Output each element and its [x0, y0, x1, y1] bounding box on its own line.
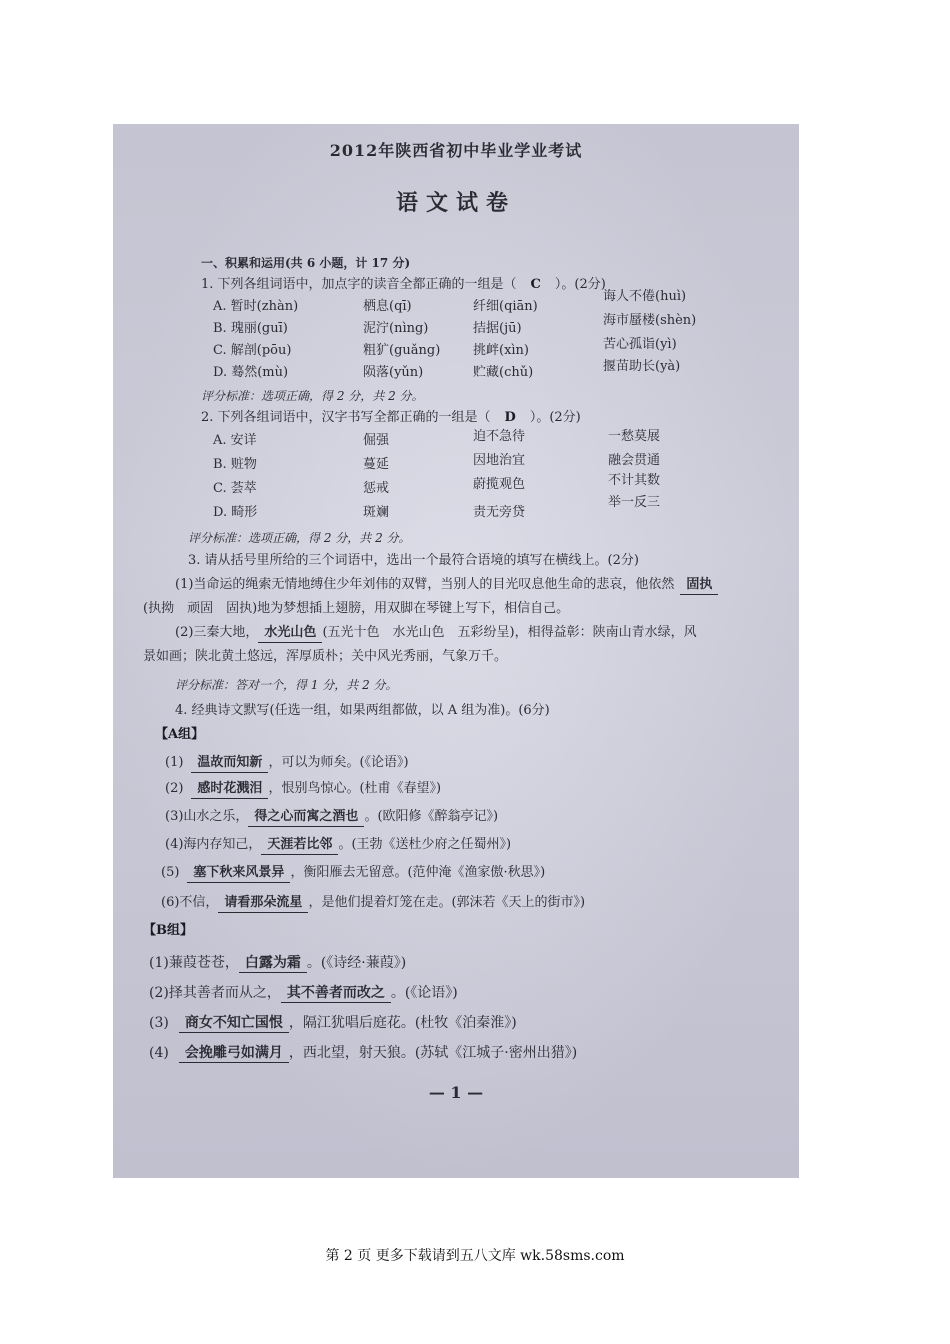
b-line-3	[149, 1014, 517, 1033]
a-line-3	[165, 808, 498, 827]
b-line-4	[149, 1044, 577, 1063]
q3-p1-answer: 固执	[680, 576, 718, 595]
group-b-label: 【B组】	[143, 923, 193, 938]
q3-p1	[175, 576, 718, 595]
q3-p2-options: (五光十色 水光山色 五彩纷呈)，相得益彰：陕南山青水绿，风	[322, 625, 697, 640]
a-line-5	[161, 864, 545, 883]
q1-option: B. 瑰丽(guī)	[213, 321, 288, 336]
q1-option: 贮藏(chǔ)	[473, 365, 534, 380]
q2-option: D. 畸形	[213, 505, 258, 520]
q3-p2-answer: 水光山色	[258, 624, 322, 643]
q1-answer: C	[530, 277, 541, 292]
a-line-1	[165, 754, 409, 773]
b2-pre: (2)择其善者而从之，	[149, 985, 281, 1001]
group-a-label: 【A组】	[155, 727, 205, 742]
a5-post: ，衡阳雁去无留意。(范仲淹《渔家傲·秋思》)	[290, 865, 546, 880]
q2-option: 斑斓	[363, 505, 390, 520]
q1-option: 陨落(yǔn)	[363, 365, 424, 380]
a-line-6	[161, 894, 585, 913]
q3-p2	[175, 624, 697, 643]
q2-stem-text: 2. 下列各组词语中，汉字书写全都正确的一组是（	[201, 410, 491, 425]
q3-p2-text: (2)三秦大地，	[175, 625, 259, 640]
q2-option: 举一反三	[608, 495, 661, 510]
q1-option: 粗犷(guǎng)	[363, 343, 441, 358]
b4-post: ，西北望，射天狼。(苏轼《江城子·密州出猎》)	[288, 1045, 578, 1061]
b4-answer: 会挽雕弓如满月	[179, 1044, 289, 1063]
q2-option: 不计其数	[608, 473, 661, 488]
q2-option: 一愁莫展	[608, 429, 661, 444]
a6-post: ，是他们提着灯笼在走。(郭沫若《天上的街市》)	[308, 895, 586, 910]
a5-answer: 塞下秋来风景异	[187, 864, 290, 883]
q2-option: B. 赃物	[213, 457, 257, 472]
q1-option: C. 解剖(pōu)	[213, 343, 292, 358]
a1-answer: 温故而知新	[191, 754, 268, 773]
q1-stem	[201, 276, 606, 294]
a6-pre: (6)不信，	[161, 895, 219, 910]
q1-option: D. 蓦然(mù)	[213, 365, 289, 380]
a1-pre: (1)	[165, 755, 184, 770]
q1-tail: ）。(2分)	[554, 277, 606, 292]
b2-answer: 其不善者而改之	[281, 984, 391, 1003]
q3-p1-text: (1)当命运的绳索无情地缚住少年刘伟的双臂，当别人的目光叹息他生命的悲哀，他依然	[175, 577, 675, 592]
q2-option: 惩戒	[363, 481, 390, 496]
a-line-2	[165, 780, 441, 799]
b1-post: 。(《诗经·蒹葭》)	[306, 955, 407, 971]
b1-answer: 白露为霜	[239, 954, 307, 973]
page-footer: 第 2 页 更多下载请到五八文库 wk.58sms.com	[325, 1248, 625, 1264]
section-heading: 一、积累和运用(共 6 小题，计 17 分)	[201, 256, 411, 270]
q2-score: 评分标准：选项正确，得 2 分，共 2 分。	[188, 531, 411, 545]
q2-answer: D	[504, 410, 516, 425]
b3-pre: (3)	[149, 1015, 169, 1031]
exam-title: 2012年陕西省初中毕业学业考试	[329, 141, 583, 160]
b3-answer: 商女不知亡国恨	[179, 1014, 289, 1033]
q2-option: 迫不急待	[473, 429, 526, 444]
q1-option: 苦心孤诣(yì)	[603, 337, 677, 352]
b-line-1	[149, 954, 406, 973]
q1-option: 揠苗助长(yà)	[603, 359, 681, 374]
exam-page-photo	[113, 124, 799, 1178]
q1-option: A. 暂时(zhàn)	[213, 299, 299, 314]
q3-p2-cont: 景如画；陕北黄土悠远，浑厚质朴；关中风光秀丽，气象万千。	[143, 649, 508, 664]
q2-option: 倔强	[363, 433, 390, 448]
q2-option: C. 荟萃	[213, 481, 257, 496]
q1-option: 挑衅(xìn)	[473, 343, 530, 358]
q1-option: 泥泞(nìng)	[363, 321, 429, 336]
exam-subtitle: 语文试卷	[395, 190, 516, 216]
a4-post: 。(王勃《送杜少府之任蜀州》)	[338, 837, 512, 852]
q1-score: 评分标准：选项正确，得 2 分，共 2 分。	[201, 389, 424, 403]
q4-stem: 4. 经典诗文默写(任选一组，如果两组都做，以 A 组为准)。(6分)	[175, 703, 550, 718]
a3-answer: 得之心而寓之酒也	[248, 808, 364, 827]
a2-post: ，恨别鸟惊心。(杜甫《春望》)	[268, 781, 442, 796]
a4-answer: 天涯若比邻	[261, 836, 338, 855]
q2-option: A. 安详	[213, 433, 257, 448]
q2-option: 因地治宜	[473, 453, 526, 468]
q2-option: 融会贯通	[608, 453, 661, 468]
q3-stem: 3. 请从括号里所给的三个词语中，选出一个最符合语境的填写在横线上。(2分)	[188, 553, 639, 568]
a3-pre: (3)山水之乐，	[165, 809, 249, 824]
q2-option: 蔚揽观色	[473, 477, 526, 492]
q1-option: 拮据(jū)	[473, 321, 522, 336]
a2-answer: 感时花溅泪	[191, 780, 268, 799]
q1-option: 栖息(qī)	[363, 299, 412, 314]
b3-post: ，隔江犹唱后庭花。(杜牧《泊秦淮》)	[288, 1015, 517, 1031]
a-line-4	[165, 836, 511, 855]
q2-tail: ）。(2分)	[529, 410, 581, 425]
a5-pre: (5)	[161, 865, 180, 880]
a6-answer: 请看那朵流星	[218, 894, 308, 913]
a1-post: ，可以为师矣。(《论语》)	[268, 755, 409, 770]
b-line-2	[149, 984, 458, 1003]
q3-score: 评分标准：答对一个，得 1 分，共 2 分。	[175, 678, 398, 692]
q1-option: 海市蜃楼(shèn)	[603, 313, 697, 328]
a3-post: 。(欧阳修《醉翁亭记》)	[364, 809, 499, 824]
page-number: — 1 —	[428, 1083, 484, 1102]
a4-pre: (4)海内存知己，	[165, 837, 262, 852]
b1-pre: (1)蒹葭苍苍，	[149, 955, 239, 971]
b2-post: 。(《论语》)	[390, 985, 458, 1001]
a2-pre: (2)	[165, 781, 184, 796]
q1-stem-text: 1. 下列各组词语中，加点字的读音全都正确的一组是（	[201, 277, 517, 292]
q1-option: 纤细(qiān)	[473, 299, 538, 314]
q1-option: 诲人不倦(huì)	[603, 289, 687, 304]
b4-pre: (4)	[149, 1045, 169, 1061]
q3-p1-cont: (执拗 顽固 固执)地为梦想插上翅膀，用双脚在琴键上写下，相信自己。	[143, 601, 570, 616]
q2-option: 责无旁贷	[473, 505, 526, 520]
q2-option: 蔓延	[363, 457, 390, 472]
q2-stem	[201, 409, 581, 427]
